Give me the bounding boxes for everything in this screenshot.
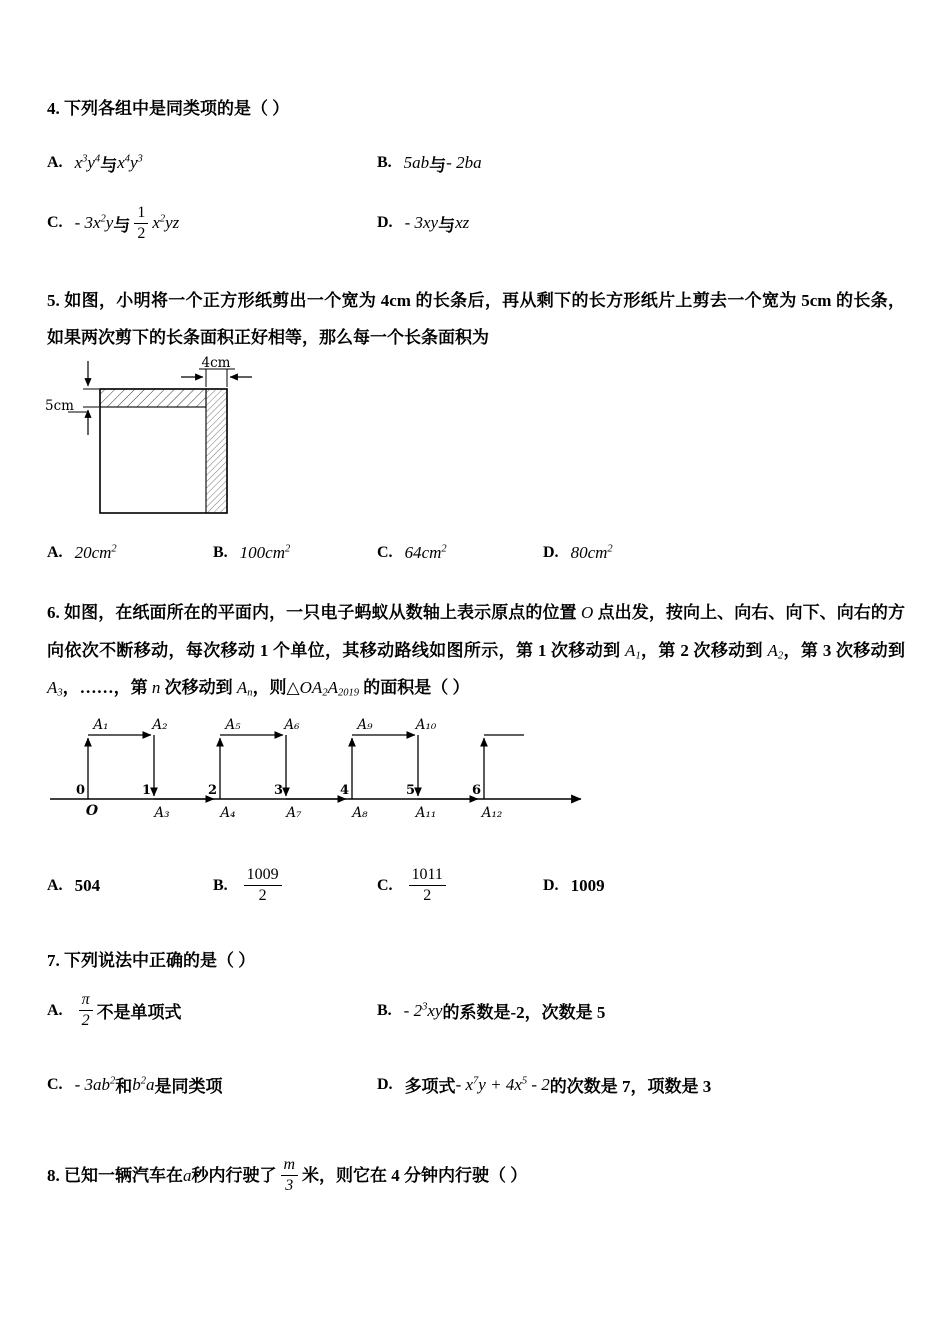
option-6A [47, 876, 213, 896]
point-A4: A₄ [220, 804, 236, 821]
width-dimension-label: 4cm [201, 356, 231, 371]
option-6B-content: $\frac{1009}{2}$ [240, 866, 286, 905]
option-5C-label: C. [377, 544, 393, 561]
question-5 [47, 282, 905, 568]
question-7 [47, 948, 905, 1110]
option-6B [213, 866, 377, 905]
tick-6: 6 [471, 782, 481, 798]
question-5-stem: 5. 如图，小明将一个正方形纸剪出一个宽为 4cm 的长条后，再从剩下的长方形纸片上剪去一个宽为 5cm 的长条，如果两次剪下的长条面积正好相等，那么每一个长条面积为 [47, 291, 905, 347]
tick-0: 0 [75, 782, 85, 798]
point-A9: A₉ [357, 716, 373, 733]
q5-figure [39, 356, 309, 526]
option-7C-label: C. [47, 1075, 63, 1093]
question-7-options-row-2 [47, 1060, 905, 1110]
option-6D-label: D. [543, 876, 559, 894]
top-cut-strip [100, 389, 206, 407]
option-5B-label: B. [213, 544, 228, 561]
option-4B [377, 151, 905, 176]
option-6A-content: 504 [74, 875, 101, 895]
point-A11: A₁₁ [415, 804, 437, 821]
option-4D [377, 211, 905, 236]
option-7D [377, 1072, 905, 1097]
option-4B-label: B. [377, 154, 392, 171]
option-4D-content: - 3xy 与 xz [404, 213, 470, 235]
point-A2: A₂ [152, 716, 168, 733]
option-5D [543, 543, 905, 563]
tick-3: 3 [273, 782, 283, 798]
option-4B-content: 5ab 与 - 2ba [403, 153, 482, 175]
option-6A-label: A. [47, 876, 63, 894]
option-7A [47, 991, 377, 1030]
point-A8: A₈ [352, 804, 368, 821]
option-7D-content: 多项式 - $x^7y + 4x^5 - 2$ 的次数是 7，项数是 3 [404, 1074, 712, 1096]
option-5A-label: A. [47, 544, 63, 561]
option-5D-content: $80cm^2$ [570, 543, 613, 562]
tick-5: 5 [405, 782, 415, 798]
option-7A-content: $\frac{\pi}{2}$ 不是单项式 [75, 991, 182, 1030]
option-7B-content: - $2^3xy$ 的系数是-2，次数是 5 [403, 1000, 606, 1022]
origin-label: O [85, 802, 99, 819]
option-5A [47, 543, 213, 563]
option-4C-label: C. [47, 214, 63, 231]
height-dimension-label: 5cm [45, 398, 74, 414]
tick-1: 1 [141, 782, 151, 798]
question-5-options [47, 538, 905, 568]
option-5C [377, 543, 543, 563]
option-6D [543, 876, 905, 896]
point-A6: A₆ [284, 716, 300, 733]
option-7A-label: A. [47, 1001, 63, 1019]
tick-2: 2 [207, 782, 217, 798]
option-5B [213, 543, 377, 563]
tick-4: 4 [339, 782, 349, 798]
option-6D-content: 1009 [570, 875, 605, 895]
point-A5: A₅ [225, 716, 241, 733]
option-6C [377, 866, 543, 905]
option-6B-label: B. [213, 876, 228, 894]
question-8-stem: 8. 已知一辆汽车在 a 秒内行驶了 $\frac{m}{3}$ 米，则它在 4 分钟内行驶（ ） [47, 1156, 528, 1194]
question-4-options-row-2 [47, 194, 905, 252]
option-5C-content: $64cm^2$ [404, 543, 447, 562]
option-4A-content: $x^3y^4$ 与 $x^4y^3$ [74, 153, 143, 175]
option-5A-content: $20cm^2$ [74, 543, 117, 562]
option-4A-label: A. [47, 154, 63, 171]
option-4C-content: - $3x^2y$ 与 $\frac{1}{2}$ $x^2yz$ [74, 203, 180, 242]
option-4D-label: D. [377, 214, 393, 231]
question-4-options-row-1 [47, 138, 905, 188]
option-4A [47, 151, 377, 176]
point-A10: A₁₀ [415, 716, 437, 733]
question-4-stem: 4. 下列各组中是同类项的是（ ） [47, 99, 290, 118]
option-7D-label: D. [377, 1075, 393, 1093]
option-7B [377, 998, 905, 1023]
right-cut-strip [206, 389, 227, 513]
q6-figure [48, 713, 603, 828]
question-4 [47, 96, 905, 252]
option-5D-label: D. [543, 544, 559, 561]
option-5B-content: $100cm^2$ [239, 543, 291, 562]
question-6-options [47, 858, 905, 914]
option-6C-label: C. [377, 876, 393, 894]
question-7-stem: 7. 下列说法中正确的是（ ） [47, 950, 256, 970]
question-6 [47, 594, 905, 914]
option-7C [47, 1072, 377, 1097]
option-7C-content: - $3ab^2$ 和 $b^2a$ 是同类项 [74, 1074, 223, 1096]
point-A3: A₃ [154, 804, 170, 821]
point-A12: A₁₂ [481, 804, 503, 821]
option-4C [47, 204, 377, 243]
option-7B-label: B. [377, 1001, 392, 1019]
point-A7: A₇ [286, 804, 302, 821]
question-6-stem: 6. 如图，在纸面所在的平面内，一只电子蚂蚁从数轴上表示原点的位置 O 点出发，按向上、向右、向下、向右的方向依次不断移动，每次移动 1 个单位，其移动路线如图所示，第 1 次移动到 $A_1$，第 2 次移动到 $A_2$，第 3 次移动到 $A_3$，……，第 n 次移动到 $A_n$，则$\triangle OA_2A_{2019}$ 的面积是（ ） [47, 603, 906, 699]
option-6C-content: $\frac{1011}{2}$ [405, 866, 450, 905]
point-A1: A₁ [93, 716, 109, 733]
question-8 [47, 1146, 905, 1206]
question-7-options-row-1 [47, 982, 905, 1040]
